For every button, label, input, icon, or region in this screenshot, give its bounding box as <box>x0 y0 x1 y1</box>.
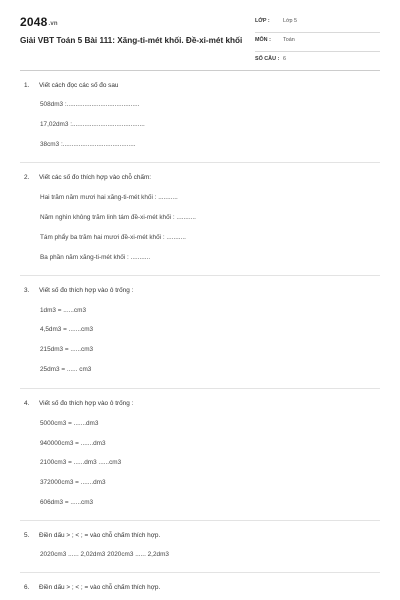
question-4-item: 372000cm3 = .......dm3 <box>40 479 106 486</box>
question-3-item: 4,5dm3 = .......cm3 <box>40 326 94 333</box>
question-number: 5. <box>24 532 30 539</box>
meta-label: SỐ CÂU : <box>255 56 280 62</box>
question-number: 4. <box>24 400 30 407</box>
meta-info <box>255 15 380 72</box>
question-5-title <box>24 532 160 539</box>
meta-label: MÔN : <box>255 37 271 43</box>
site-logo[interactable] <box>20 15 58 29</box>
question-5-item: 2020cm3 ...... 2,02dm3 2020cm3 ...... 2,2dm3 <box>40 551 169 558</box>
question-3-item: 25dm3 = ...... cm3 <box>40 366 92 373</box>
question-divider <box>20 275 380 276</box>
question-divider <box>20 520 380 521</box>
question-number: 1. <box>24 82 30 89</box>
question-text: Điền dấu > ; < ; = vào chỗ chấm thích hợp. <box>39 532 161 539</box>
question-3-item: 215dm3 = ......cm3 <box>40 346 94 353</box>
logo-text: 2048 <box>20 15 48 29</box>
question-1-item: 508dm3 :......................................... <box>40 101 140 108</box>
question-2-title <box>24 174 151 181</box>
question-text: Viết các số đo thích hợp vào chỗ chấm: <box>39 174 152 181</box>
question-text: Viết số đo thích hợp vào ô trống : <box>39 400 134 407</box>
question-text: Điền dấu > ; < ; = vào chỗ chấm thích hợp. <box>39 584 161 591</box>
logo-domain: .vn <box>48 21 58 27</box>
meta-value: Lớp 5 <box>283 18 298 24</box>
question-number: 6. <box>24 584 30 591</box>
meta-value: Toán <box>283 37 295 43</box>
question-4-title <box>24 400 133 407</box>
question-divider <box>20 572 380 573</box>
question-1-item: 17,02dm3 :......................................... <box>40 121 145 128</box>
question-3-item: 1dm3 = ......cm3 <box>40 307 86 314</box>
question-text: Viết số đo thích hợp vào ô trống : <box>39 287 134 294</box>
header-divider <box>20 70 380 71</box>
question-text: Viết cách đọc các số đo sau <box>39 82 119 89</box>
meta-row-subject <box>255 34 380 52</box>
question-1-title <box>24 82 118 89</box>
meta-value: 6 <box>283 56 286 62</box>
meta-row-count <box>255 53 380 71</box>
question-4-item: 5000cm3 = .......dm3 <box>40 420 99 427</box>
question-1-item: 38cm3 :......................................... <box>40 141 136 148</box>
meta-label: LỚP : <box>255 18 270 24</box>
question-6-title <box>24 584 160 591</box>
question-2-item: Tám phẩy ba trăm hai mươi đề-xi-mét khối : ........... <box>40 234 186 241</box>
question-2-item: Năm nghìn không trăm linh tám đề-xi-mét khối : ........... <box>40 214 196 221</box>
question-4-item: 2100cm3 = ......dm3 ......cm3 <box>40 459 122 466</box>
page-header <box>0 0 400 70</box>
meta-row-class <box>255 15 380 33</box>
question-divider <box>20 162 380 163</box>
question-number: 3. <box>24 287 30 294</box>
document-title: Giải VBT Toán 5 Bài 111: Xăng-ti-mét khối. Đề-xi-mét khối <box>20 36 243 45</box>
question-4-item: 940000cm3 = .......dm3 <box>40 440 106 447</box>
question-number: 2. <box>24 174 30 181</box>
question-3-title <box>24 287 133 294</box>
question-4-item: 606dm3 = ......cm3 <box>40 499 94 506</box>
question-2-item: Ba phần năm xăng-ti-mét khối : ........... <box>40 254 151 261</box>
question-divider <box>20 388 380 389</box>
question-2-item: Hai trăm năm mươi hai xăng-ti-mét khối : ........... <box>40 194 178 201</box>
